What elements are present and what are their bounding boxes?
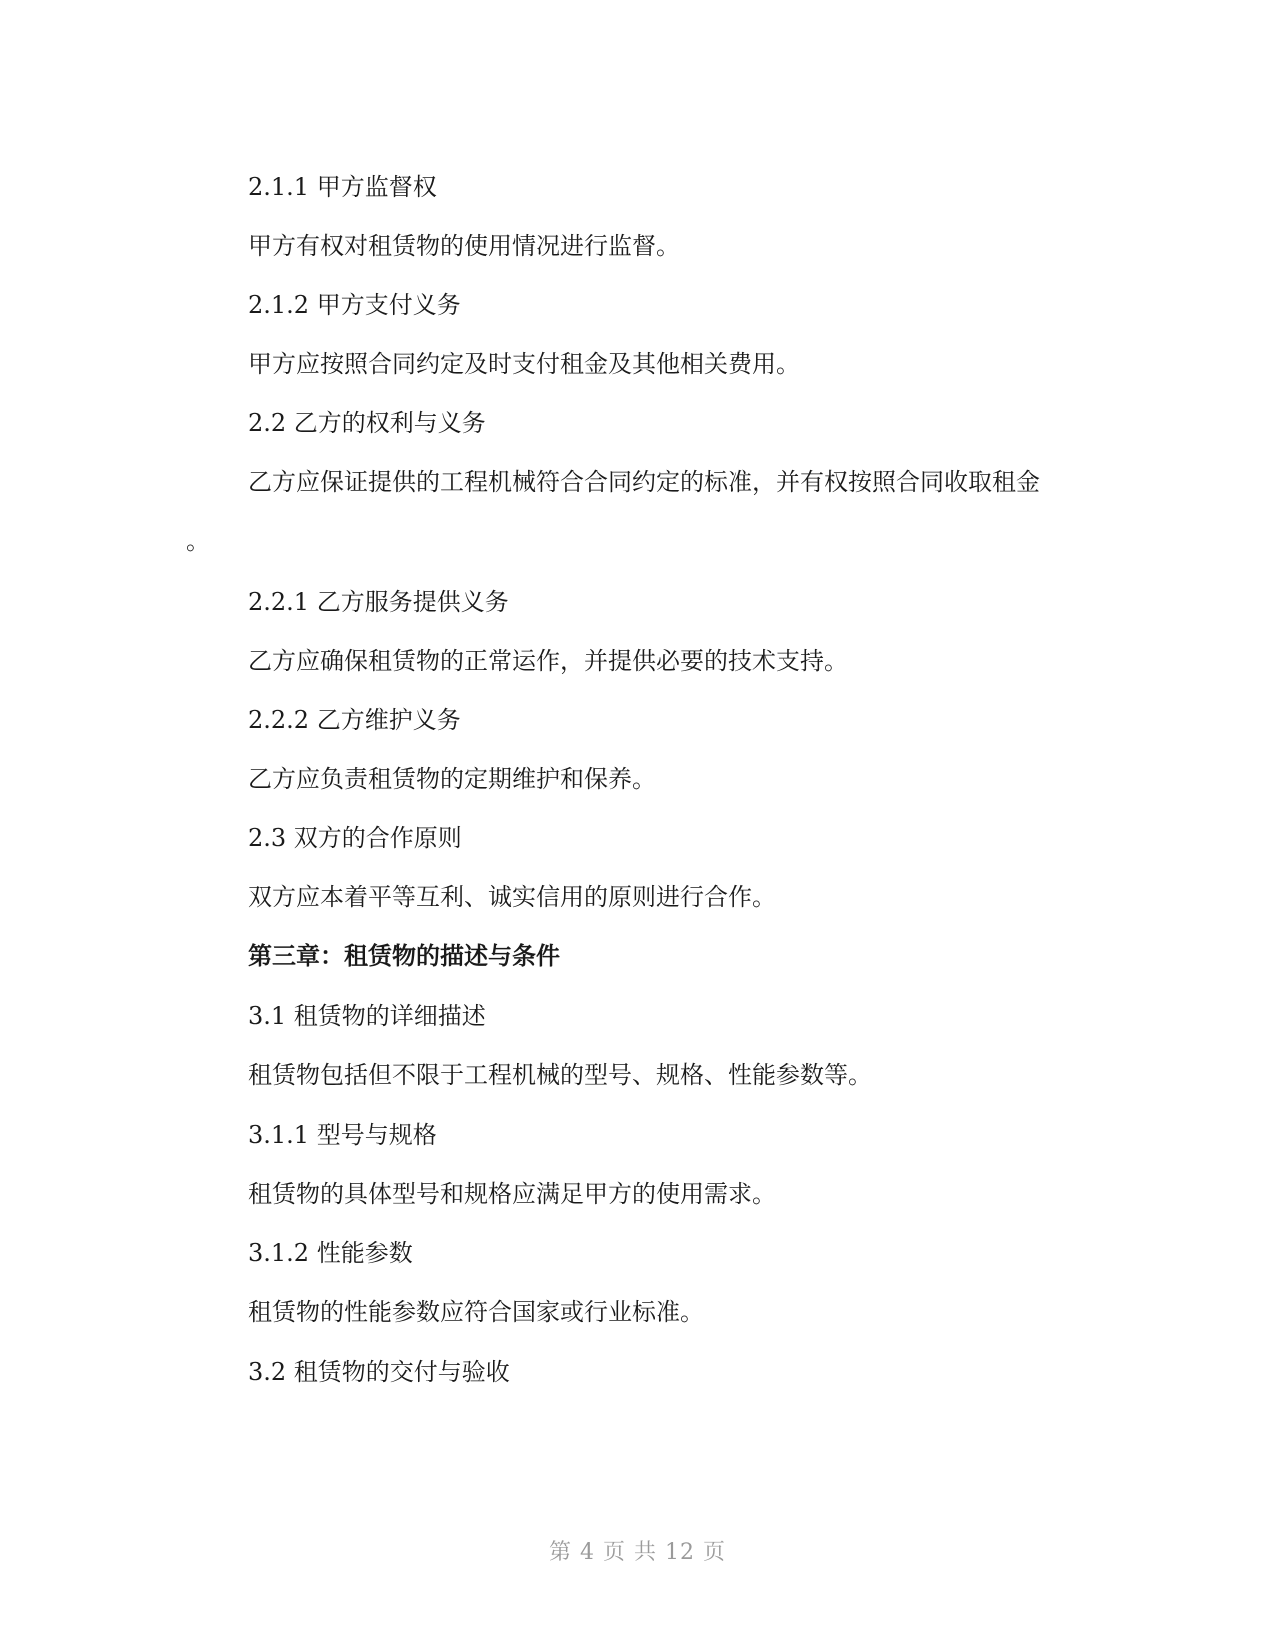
section-heading-2-2-1: 2.2.1 乙方服务提供义务: [248, 588, 509, 616]
paragraph-text: 租赁物的具体型号和规格应满足甲方的使用需求。: [248, 1180, 776, 1208]
section-heading-2-2-2: 2.2.2 乙方维护义务: [248, 706, 461, 734]
section-heading-2-3: 2.3 双方的合作原则: [248, 824, 462, 852]
paragraph-text: 双方应本着平等互利、诚实信用的原则进行合作。: [248, 883, 776, 911]
paragraph-text: 乙方应确保租赁物的正常运作，并提供必要的技术支持。: [248, 647, 848, 675]
paragraph-text: 乙方应保证提供的工程机械符合合同约定的标准，并有权按照合同收取租金: [248, 468, 1040, 496]
page-footer: 第 4 页 共 12 页: [549, 1540, 726, 1565]
section-heading-2-2: 2.2 乙方的权利与义务: [248, 409, 486, 437]
paragraph-overflow-punctuation: 。: [186, 527, 210, 555]
paragraph-text: 租赁物包括但不限于工程机械的型号、规格、性能参数等。: [248, 1061, 872, 1089]
section-heading-2-1-1: 2.1.1 甲方监督权: [248, 173, 437, 201]
section-heading-3-1-1: 3.1.1 型号与规格: [248, 1121, 437, 1149]
chapter-heading-3: 第三章：租赁物的描述与条件: [248, 942, 560, 970]
paragraph-text: 乙方应负责租赁物的定期维护和保养。: [248, 765, 656, 793]
section-heading-3-1-2: 3.1.2 性能参数: [248, 1239, 413, 1267]
paragraph-text: 甲方有权对租赁物的使用情况进行监督。: [248, 232, 680, 260]
paragraph-text: 甲方应按照合同约定及时支付租金及其他相关费用。: [248, 350, 800, 378]
section-heading-3-1: 3.1 租赁物的详细描述: [248, 1002, 486, 1030]
section-heading-3-2: 3.2 租赁物的交付与验收: [248, 1358, 510, 1386]
paragraph-text: 租赁物的性能参数应符合国家或行业标准。: [248, 1298, 704, 1326]
section-heading-2-1-2: 2.1.2 甲方支付义务: [248, 291, 461, 319]
